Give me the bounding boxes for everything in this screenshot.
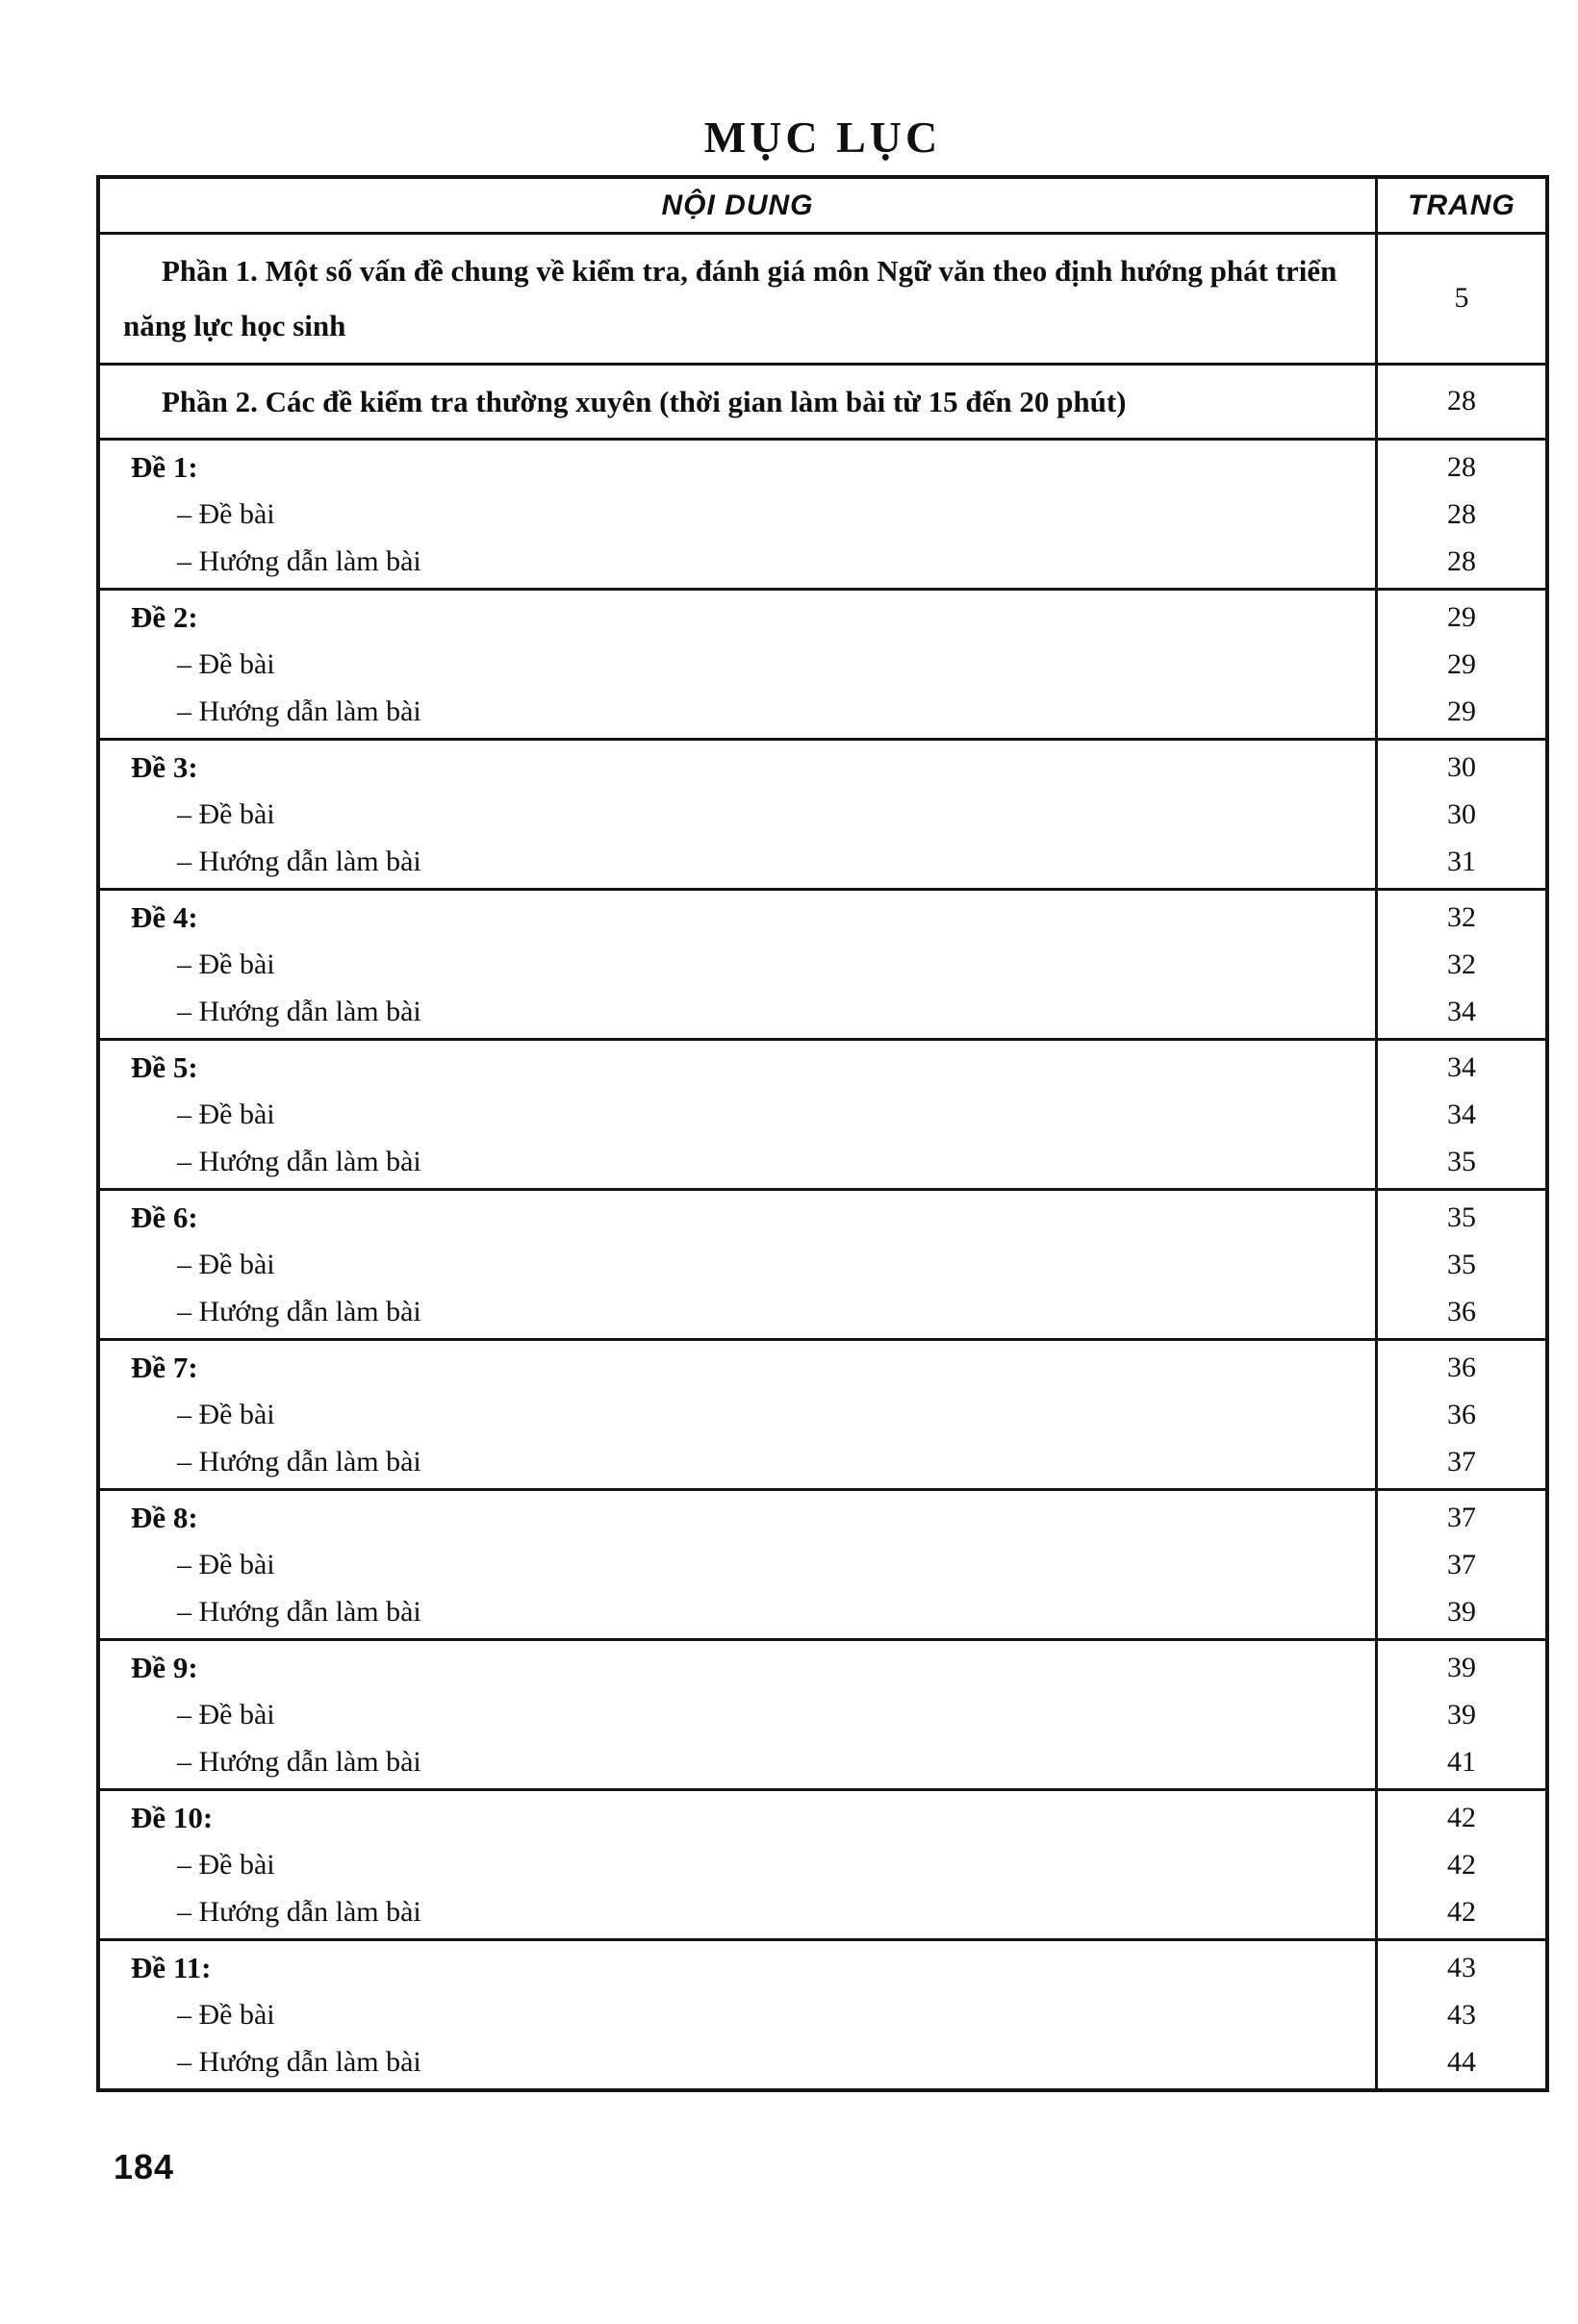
page-number: 28 — [1447, 451, 1476, 484]
exam-title: Đề 6: — [131, 1200, 198, 1235]
page-number: 37 — [1447, 1549, 1476, 1581]
part-page-number: 28 — [1447, 385, 1476, 417]
toc-header-row — [100, 179, 1545, 235]
exam-item-label: – Hướng dẫn làm bài — [177, 1296, 421, 1328]
toc-exam-group — [100, 1041, 1545, 1191]
document-title: MỤC LỤC — [703, 113, 942, 162]
page-number: 34 — [1447, 1051, 1476, 1084]
exam-title: Đề 7: — [131, 1351, 198, 1385]
page-number: 34 — [1447, 996, 1476, 1028]
exam-item-label: – Đề bài — [177, 948, 275, 981]
part-page-number: 5 — [1454, 282, 1469, 315]
page-number: 39 — [1447, 1699, 1476, 1731]
exam-item-label: – Hướng dẫn làm bài — [177, 545, 421, 578]
toc-table — [96, 175, 1549, 2092]
exam-item-label: – Hướng dẫn làm bài — [177, 1746, 421, 1779]
exam-item-label: – Hướng dẫn làm bài — [177, 846, 421, 878]
exam-item-label: – Đề bài — [177, 648, 275, 681]
page-number: 32 — [1447, 948, 1476, 981]
page-number: 37 — [1447, 1502, 1476, 1534]
page-number: 39 — [1447, 1652, 1476, 1684]
exam-item-label: – Đề bài — [177, 1399, 275, 1431]
page-number: 36 — [1447, 1351, 1476, 1384]
page-number: 29 — [1447, 695, 1476, 728]
toc-exam-group — [100, 441, 1545, 591]
page-number: 42 — [1447, 1896, 1476, 1929]
toc-part-row — [100, 366, 1545, 441]
toc-exam-group — [100, 1491, 1545, 1641]
page-number: 44 — [1447, 2046, 1476, 2079]
page-number: 43 — [1447, 1952, 1476, 1984]
toc-exam-group — [100, 1791, 1545, 1941]
exam-title: Đề 9: — [131, 1651, 198, 1685]
toc-exam-group — [100, 1641, 1545, 1791]
page-number: 30 — [1447, 798, 1476, 831]
page-number: 43 — [1447, 1999, 1476, 2032]
toc-exam-group — [100, 891, 1545, 1041]
exam-title: Đề 11: — [131, 1951, 212, 1985]
exam-item-label: – Đề bài — [177, 1999, 275, 2032]
footer-page-number: 184 — [114, 2147, 175, 2186]
page-number: 42 — [1447, 1802, 1476, 1834]
page-number: 35 — [1447, 1249, 1476, 1281]
exam-title: Đề 3: — [131, 750, 198, 785]
page-number: 29 — [1447, 648, 1476, 681]
exam-title: Đề 10: — [131, 1801, 214, 1835]
exam-item-label: – Đề bài — [177, 798, 275, 831]
exam-item-label: – Đề bài — [177, 1099, 275, 1131]
page-number: 41 — [1447, 1746, 1476, 1779]
page-number: 34 — [1447, 1099, 1476, 1131]
exam-item-label: – Hướng dẫn làm bài — [177, 996, 421, 1028]
toc-part-row — [100, 235, 1545, 366]
exam-item-label: – Đề bài — [177, 498, 275, 531]
toc-exam-group — [100, 1341, 1545, 1491]
page-number: 28 — [1447, 498, 1476, 531]
toc-exam-group — [100, 591, 1545, 741]
column-header-content: NỘI DUNG — [661, 189, 814, 221]
page-number: 37 — [1447, 1446, 1476, 1478]
page-number: 42 — [1447, 1849, 1476, 1882]
toc-exam-group — [100, 1941, 1545, 2088]
exam-title: Đề 2: — [131, 600, 198, 635]
exam-item-label: – Đề bài — [177, 1849, 275, 1882]
page-number: 35 — [1447, 1146, 1476, 1178]
exam-item-label: – Đề bài — [177, 1249, 275, 1281]
exam-item-label: – Hướng dẫn làm bài — [177, 1146, 421, 1178]
part-label: Phần 2. Các đề kiểm tra thường xuyên (thời gian làm bài từ 15 đến 20 phút) — [162, 384, 1127, 418]
page-number: 32 — [1447, 901, 1476, 934]
toc-exam-group — [100, 1191, 1545, 1341]
exam-title: Đề 5: — [131, 1050, 198, 1085]
exam-title: Đề 4: — [131, 900, 198, 935]
column-header-page: TRANG — [1408, 189, 1515, 221]
page-number: 36 — [1447, 1296, 1476, 1328]
page-number: 39 — [1447, 1596, 1476, 1629]
page-number: 28 — [1447, 545, 1476, 578]
page-number: 31 — [1447, 846, 1476, 878]
exam-item-label: – Đề bài — [177, 1549, 275, 1581]
exam-item-label: – Hướng dẫn làm bài — [177, 1446, 421, 1478]
exam-title: Đề 8: — [131, 1501, 198, 1535]
page-number: 35 — [1447, 1201, 1476, 1234]
exam-item-label: – Đề bài — [177, 1699, 275, 1731]
exam-item-label: – Hướng dẫn làm bài — [177, 2046, 421, 2079]
page-number: 29 — [1447, 601, 1476, 634]
exam-item-label: – Hướng dẫn làm bài — [177, 1596, 421, 1629]
part-label: Phần 1. Một số vấn đề chung về kiểm tra, đánh giá môn Ngữ văn theo định hướng phát triển năng lực học sinh — [123, 254, 1337, 343]
page-number: 36 — [1447, 1399, 1476, 1431]
exam-title: Đề 1: — [131, 450, 198, 485]
exam-item-label: – Hướng dẫn làm bài — [177, 1896, 421, 1929]
page-number: 30 — [1447, 751, 1476, 784]
toc-exam-group — [100, 741, 1545, 891]
exam-item-label: – Hướng dẫn làm bài — [177, 695, 421, 728]
